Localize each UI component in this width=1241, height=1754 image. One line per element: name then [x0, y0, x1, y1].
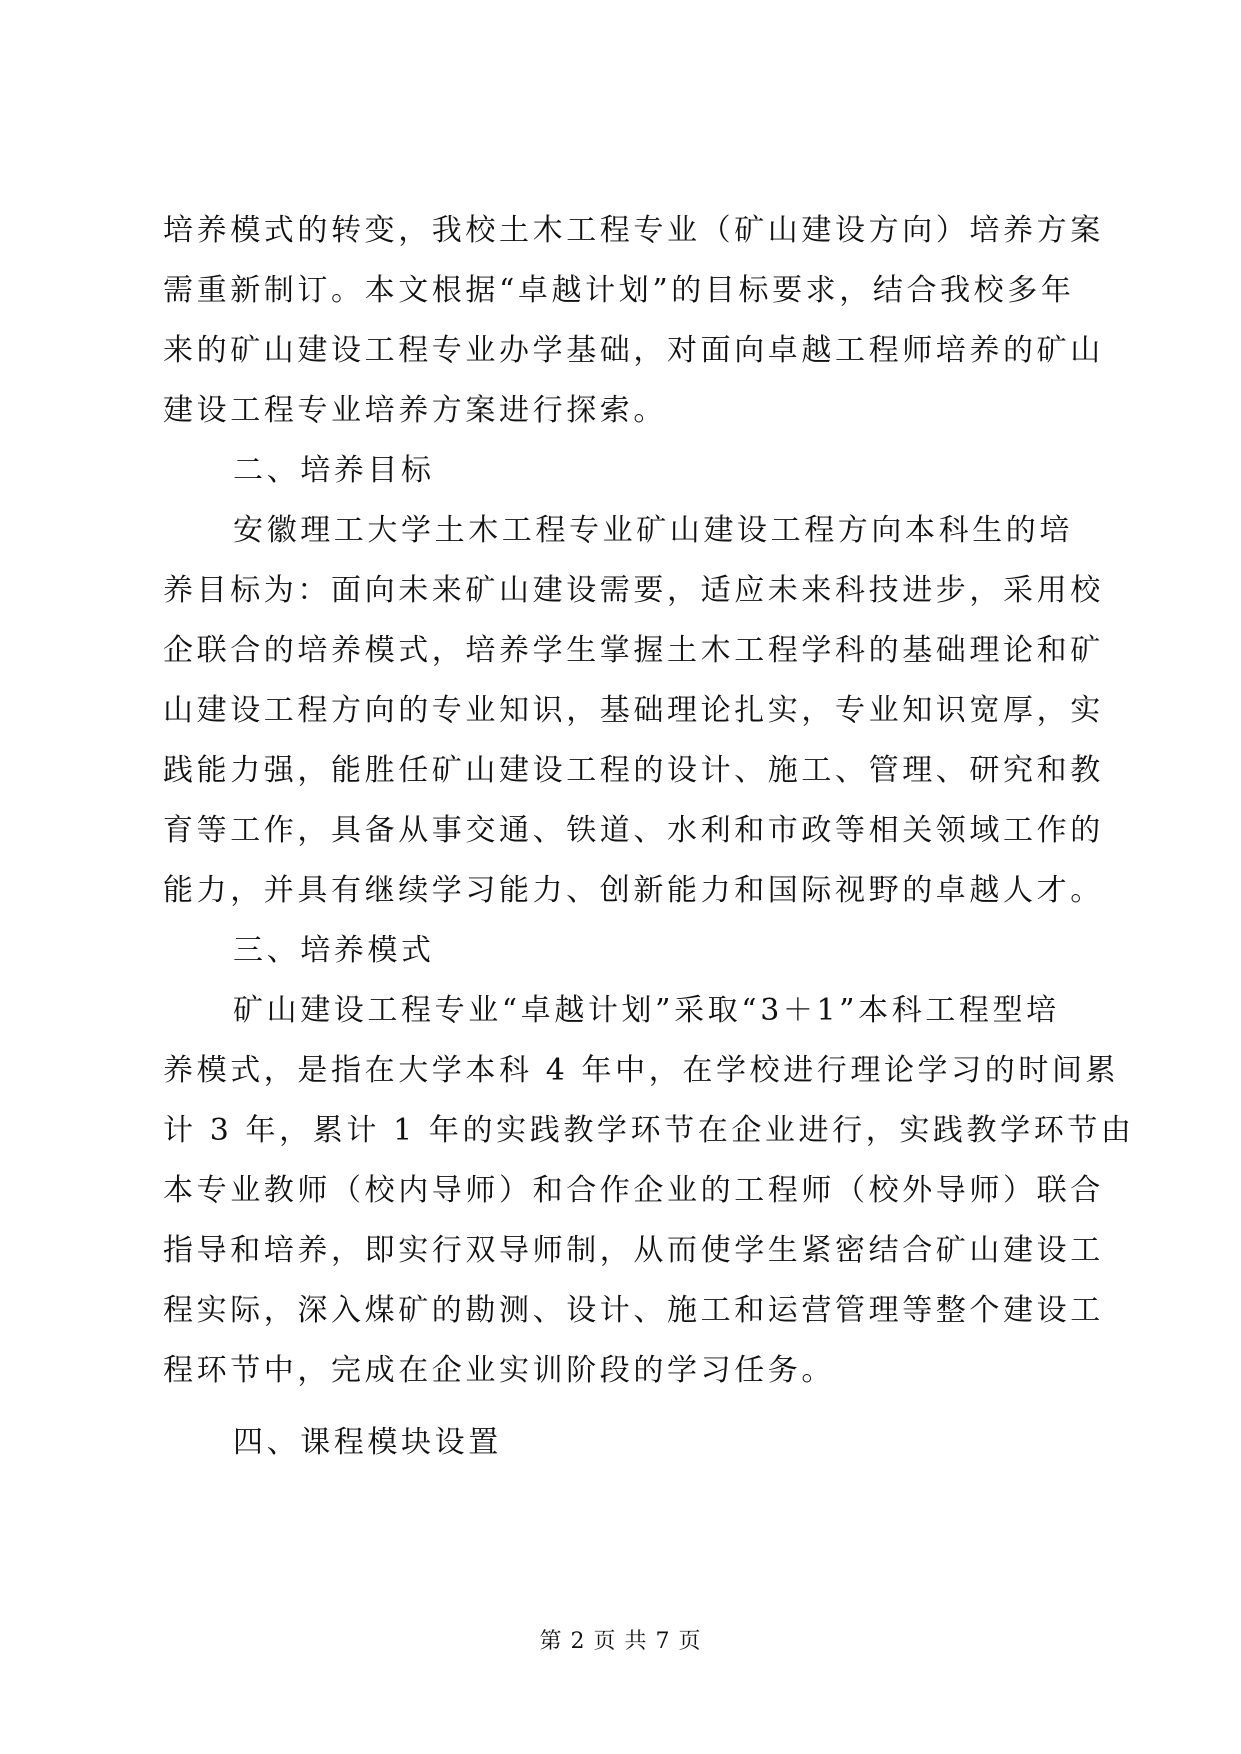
text-line: 能力，并具有继续学习能力、创新能力和国际视野的卓越人才。	[163, 873, 1104, 908]
text-line: 育等工作，具备从事交通、铁道、水利和市政等相关领域工作的	[163, 813, 1104, 848]
page-number-footer: 第 2 页 共 7 页	[539, 1629, 702, 1654]
text-line: 践能力强，能胜任矿山建设工程的设计、施工、管理、研究和教	[163, 753, 1104, 788]
text-line: 山建设工程方向的专业知识，基础理论扎实，专业知识宽厚，实	[163, 693, 1104, 728]
text-line: 本专业教师（校内导师）和合作企业的工程师（校外导师）联合	[163, 1173, 1104, 1208]
text-line: 程实际，深入煤矿的勘测、设计、施工和运营管理等整个建设工	[163, 1293, 1104, 1328]
text-line: 安徽理工大学土木工程专业矿山建设工程方向本科生的培	[233, 513, 1073, 548]
text-line: 来的矿山建设工程专业办学基础，对面向卓越工程师培养的矿山	[163, 333, 1104, 368]
text-line: 养目标为：面向未来矿山建设需要，适应未来科技进步，采用校	[163, 573, 1104, 608]
section-heading: 四、课程模块设置	[233, 1425, 502, 1460]
text-line: 培养模式的转变，我校土木工程专业（矿山建设方向）培养方案	[163, 213, 1104, 248]
text-line: 指导和培养，即实行双导师制，从而使学生紧密结合矿山建设工	[163, 1233, 1104, 1268]
text-line: 建设工程专业培养方案进行探索。	[163, 393, 667, 428]
section-heading: 三、培养模式	[233, 933, 435, 968]
document-body	[163, 201, 1135, 1473]
text-line: 企联合的培养模式，培养学生掌握土木工程学科的基础理论和矿	[163, 633, 1104, 668]
text-line: 程环节中，完成在企业实训阶段的学习任务。	[163, 1353, 835, 1388]
text-line: 矿山建设工程专业“卓越计划”采取“3＋1”本科工程型培	[233, 993, 1060, 1028]
text-line: 需重新制订。本文根据“卓越计划”的目标要求，结合我校多年	[163, 273, 1075, 308]
section-heading: 二、培养目标	[233, 453, 435, 488]
spacer	[163, 1401, 1093, 1413]
text-line: 养模式，是指在大学本科 4 年中，在学校进行理论学习的时间累	[163, 1053, 1120, 1088]
text-line: 计 3 年，累计 1 年的实践教学环节在企业进行，实践教学环节由	[163, 1113, 1135, 1148]
